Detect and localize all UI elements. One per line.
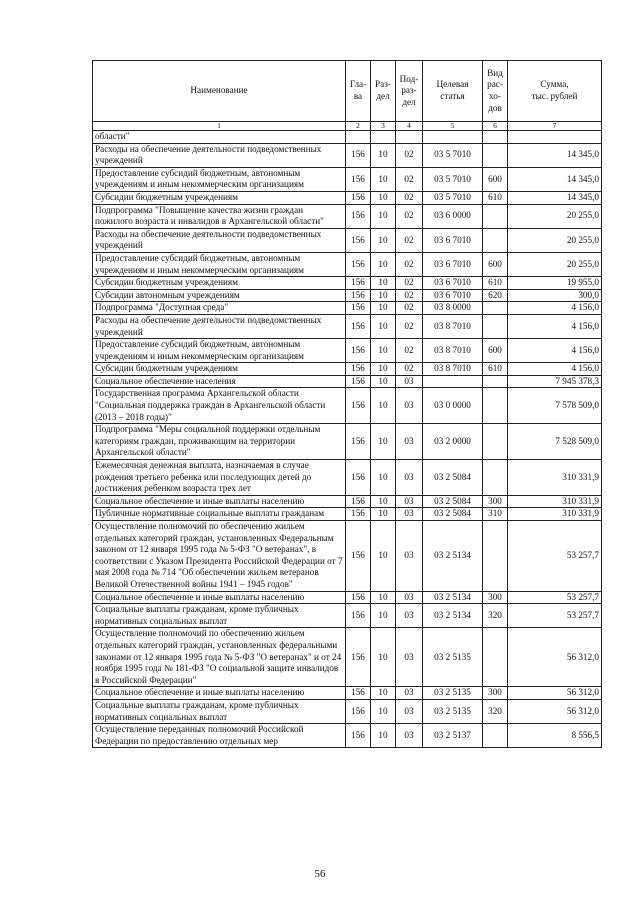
header-target: Целевая статья [423, 61, 483, 122]
row-target: 03 2 5134 [423, 521, 483, 592]
row-target [423, 131, 483, 144]
row-sum: 7 578 509,0 [508, 388, 602, 424]
table-row [93, 724, 602, 748]
row-razdel: 10 [371, 495, 396, 508]
row-razdel: 10 [371, 424, 396, 460]
row-sum: 53 257,7 [508, 521, 602, 592]
column-number: 7 [508, 122, 602, 131]
table-row [93, 252, 602, 276]
row-razdel: 10 [371, 388, 396, 424]
row-razdel: 10 [371, 252, 396, 276]
table-row [93, 424, 602, 460]
row-sum: 4 156,0 [508, 363, 602, 376]
row-razdel: 10 [371, 143, 396, 167]
row-name: Субсидии бюджетным учреждениям [93, 363, 346, 376]
row-vid [483, 628, 508, 687]
row-target: 03 5 7010 [423, 143, 483, 167]
column-number-row [93, 122, 602, 131]
table-row [93, 495, 602, 508]
row-target: 03 2 5084 [423, 460, 483, 496]
row-name: Осуществление полномочий по обеспечению жильем отдельных категорий граждан, установленных федеральными законами от 12 января 1995 года № 5-ФЗ "О ветеранах" и от 24 ноября 1995 года № 181-ФЗ "О социальной защите инвалидов в Российской Федерации" [93, 628, 346, 687]
row-podrazdel: 03 [396, 460, 423, 496]
row-vid: 300 [483, 687, 508, 700]
row-name: Подпрограмма "Меры социальной поддержки отдельным категориям граждан, проживающим на территории Архангельской области" [93, 424, 346, 460]
row-vid [483, 424, 508, 460]
row-sum: 20 255,0 [508, 228, 602, 252]
row-razdel: 10 [371, 699, 396, 723]
row-sum: 300,0 [508, 289, 602, 302]
row-target: 03 8 7010 [423, 314, 483, 338]
row-name: Предоставление субсидий бюджетным, автономным учреждениям и иным некоммерческим организациям [93, 339, 346, 363]
row-sum: 14 345,0 [508, 167, 602, 191]
row-target: 03 2 5084 [423, 495, 483, 508]
header-razdel: Раз- дел [371, 61, 396, 122]
row-vid [483, 314, 508, 338]
row-name: Социальное обеспечение и иные выплаты населению [93, 495, 346, 508]
row-podrazdel: 02 [396, 277, 423, 290]
budget-table [92, 60, 602, 748]
row-razdel: 10 [371, 228, 396, 252]
row-podrazdel: 02 [396, 204, 423, 228]
row-podrazdel: 02 [396, 302, 423, 315]
row-podrazdel: 02 [396, 167, 423, 191]
row-razdel: 10 [371, 604, 396, 628]
table-row [93, 521, 602, 592]
row-sum: 20 255,0 [508, 204, 602, 228]
row-sum: 14 345,0 [508, 191, 602, 204]
row-podrazdel: 02 [396, 252, 423, 276]
row-name: Социальное обеспечение и иные выплаты населению [93, 687, 346, 700]
row-name: Социальное обеспечение и иные выплаты населению [93, 591, 346, 604]
row-target: 03 8 7010 [423, 339, 483, 363]
row-name: Субсидии автономным учреждениям [93, 289, 346, 302]
row-vid [483, 131, 508, 144]
row-target [423, 375, 483, 388]
row-glava: 156 [346, 424, 371, 460]
row-podrazdel: 03 [396, 375, 423, 388]
row-razdel: 10 [371, 339, 396, 363]
row-razdel: 10 [371, 375, 396, 388]
row-sum: 56 312,0 [508, 628, 602, 687]
row-target: 03 2 5137 [423, 724, 483, 748]
row-name: Ежемесячная денежная выплата, назначаемая в случае рождения третьего ребенка или последующих детей до достижения ребенком возраста трех лет [93, 460, 346, 496]
row-glava: 156 [346, 495, 371, 508]
row-vid: 600 [483, 167, 508, 191]
row-glava: 156 [346, 302, 371, 315]
table-row [93, 131, 602, 144]
row-glava: 156 [346, 167, 371, 191]
row-sum: 14 345,0 [508, 143, 602, 167]
row-name: Подпрограмма "Доступная среда" [93, 302, 346, 315]
row-name: Расходы на обеспечение деятельности подведомственных учреждений [93, 143, 346, 167]
column-number: 2 [346, 122, 371, 131]
row-name: Осуществление полномочий по обеспечению жильем отдельных категорий граждан, установленных Федеральным законом от 12 января 1995 года № 5-ФЗ "О ветеранах", в соответствии с Указом Президента Российской Федерации от 7 мая 2008 года № 714 "Об обеспечении жильем ветеранов Великой Отечественной войны 1941 – 1945 годов" [93, 521, 346, 592]
row-vid: 610 [483, 363, 508, 376]
row-podrazdel: 03 [396, 687, 423, 700]
row-target: 03 5 7010 [423, 191, 483, 204]
header-podrazdel: Под- раз- дел [396, 61, 423, 122]
row-sum: 310 331,9 [508, 508, 602, 521]
row-sum: 310 331,9 [508, 460, 602, 496]
row-sum: 8 556,5 [508, 724, 602, 748]
row-razdel: 10 [371, 302, 396, 315]
row-target: 03 2 5135 [423, 628, 483, 687]
row-name: Расходы на обеспечение деятельности подведомственных учреждений [93, 314, 346, 338]
row-glava: 156 [346, 339, 371, 363]
row-podrazdel: 03 [396, 424, 423, 460]
row-vid: 300 [483, 591, 508, 604]
table-header-row [93, 61, 602, 122]
row-sum: 4 156,0 [508, 339, 602, 363]
column-number: 4 [396, 122, 423, 131]
row-razdel: 10 [371, 628, 396, 687]
row-razdel: 10 [371, 687, 396, 700]
row-glava: 156 [346, 228, 371, 252]
row-name: Государственная программа Архангельской области "Социальная поддержка граждан в Архангельской области (2013 – 2018 годы)" [93, 388, 346, 424]
row-vid: 310 [483, 508, 508, 521]
row-podrazdel: 03 [396, 591, 423, 604]
page-number: 56 [314, 868, 326, 880]
table-row [93, 388, 602, 424]
row-name: Социальные выплаты гражданам, кроме публичных нормативных социальных выплат [93, 699, 346, 723]
row-name: Предоставление субсидий бюджетным, автономным учреждениям и иным некоммерческим организациям [93, 167, 346, 191]
row-razdel: 10 [371, 521, 396, 592]
row-vid [483, 724, 508, 748]
row-vid [483, 521, 508, 592]
table-row [93, 363, 602, 376]
row-razdel: 10 [371, 724, 396, 748]
row-target: 03 6 0000 [423, 204, 483, 228]
row-target: 03 2 0000 [423, 424, 483, 460]
header-sum: Сумма, тыс. рублей [508, 61, 602, 122]
row-sum: 53 257,7 [508, 591, 602, 604]
row-podrazdel: 02 [396, 143, 423, 167]
table-row [93, 591, 602, 604]
row-razdel: 10 [371, 277, 396, 290]
row-sum: 56 312,0 [508, 699, 602, 723]
row-sum: 7 528 509,0 [508, 424, 602, 460]
row-podrazdel: 03 [396, 628, 423, 687]
row-glava: 156 [346, 289, 371, 302]
table-row [93, 699, 602, 723]
row-target: 03 6 7010 [423, 277, 483, 290]
row-vid: 320 [483, 699, 508, 723]
row-razdel: 10 [371, 314, 396, 338]
row-vid: 300 [483, 495, 508, 508]
row-glava: 156 [346, 724, 371, 748]
column-number: 5 [423, 122, 483, 131]
row-target: 03 6 7010 [423, 289, 483, 302]
row-sum: 310 331,9 [508, 495, 602, 508]
table-row [93, 204, 602, 228]
table-row [93, 375, 602, 388]
row-razdel: 10 [371, 460, 396, 496]
row-glava: 156 [346, 521, 371, 592]
row-target: 03 6 7010 [423, 252, 483, 276]
row-razdel: 10 [371, 289, 396, 302]
row-vid [483, 375, 508, 388]
table-row [93, 604, 602, 628]
row-target: 03 5 7010 [423, 167, 483, 191]
table-row [93, 277, 602, 290]
row-name: Субсидии бюджетным учреждениям [93, 277, 346, 290]
table-row [93, 228, 602, 252]
row-target: 03 6 7010 [423, 228, 483, 252]
row-sum: 4 156,0 [508, 314, 602, 338]
row-podrazdel: 02 [396, 228, 423, 252]
column-number: 6 [483, 122, 508, 131]
table-body [93, 131, 602, 748]
row-podrazdel: 03 [396, 495, 423, 508]
row-glava: 156 [346, 363, 371, 376]
row-glava: 156 [346, 591, 371, 604]
row-podrazdel: 02 [396, 314, 423, 338]
row-name: области" [93, 131, 346, 144]
row-glava: 156 [346, 204, 371, 228]
row-razdel: 10 [371, 508, 396, 521]
row-name: Подпрограмма "Повышение качества жизни граждан пожилого возраста и инвалидов в Архангельской области" [93, 204, 346, 228]
row-target: 03 2 5134 [423, 591, 483, 604]
row-sum: 7 945 378,3 [508, 375, 602, 388]
row-vid: 620 [483, 289, 508, 302]
row-podrazdel: 03 [396, 388, 423, 424]
row-glava [346, 131, 371, 144]
row-razdel: 10 [371, 167, 396, 191]
row-podrazdel: 03 [396, 508, 423, 521]
row-name: Осуществление переданных полномочий Российской Федерации по предоставлению отдельных мер [93, 724, 346, 748]
row-razdel: 10 [371, 204, 396, 228]
row-name: Субсидии бюджетным учреждениям [93, 191, 346, 204]
row-sum: 4 156,0 [508, 302, 602, 315]
row-glava: 156 [346, 388, 371, 424]
table-row [93, 339, 602, 363]
table-row [93, 460, 602, 496]
row-podrazdel: 02 [396, 363, 423, 376]
row-target: 03 8 0000 [423, 302, 483, 315]
row-podrazdel: 03 [396, 699, 423, 723]
row-podrazdel: 03 [396, 724, 423, 748]
row-glava: 156 [346, 460, 371, 496]
row-glava: 156 [346, 604, 371, 628]
row-target: 03 8 7010 [423, 363, 483, 376]
table-row [93, 628, 602, 687]
row-razdel [371, 131, 396, 144]
row-glava: 156 [346, 277, 371, 290]
column-number: 3 [371, 122, 396, 131]
row-vid: 610 [483, 191, 508, 204]
row-vid [483, 204, 508, 228]
row-glava: 156 [346, 375, 371, 388]
row-podrazdel: 02 [396, 339, 423, 363]
row-glava: 156 [346, 143, 371, 167]
row-target: 03 2 5134 [423, 604, 483, 628]
row-vid [483, 302, 508, 315]
row-sum [508, 131, 602, 144]
row-glava: 156 [346, 252, 371, 276]
table-row [93, 314, 602, 338]
row-razdel: 10 [371, 191, 396, 204]
row-podrazdel: 02 [396, 289, 423, 302]
row-podrazdel [396, 131, 423, 144]
header-name: Наименование [93, 61, 346, 122]
row-podrazdel: 03 [396, 604, 423, 628]
row-vid [483, 228, 508, 252]
row-target: 03 2 5135 [423, 687, 483, 700]
table-row [93, 508, 602, 521]
header-glava: Гла- ва [346, 61, 371, 122]
row-glava: 156 [346, 687, 371, 700]
row-glava: 156 [346, 314, 371, 338]
row-vid [483, 460, 508, 496]
row-sum: 53 257,7 [508, 604, 602, 628]
row-glava: 156 [346, 191, 371, 204]
row-vid [483, 388, 508, 424]
row-podrazdel: 02 [396, 191, 423, 204]
row-vid: 600 [483, 252, 508, 276]
row-target: 03 2 5135 [423, 699, 483, 723]
row-glava: 156 [346, 699, 371, 723]
row-razdel: 10 [371, 363, 396, 376]
row-vid: 600 [483, 339, 508, 363]
row-sum: 20 255,0 [508, 252, 602, 276]
row-name: Социальные выплаты гражданам, кроме публичных нормативных социальных выплат [93, 604, 346, 628]
row-name: Расходы на обеспечение деятельности подведомственных учреждений [93, 228, 346, 252]
header-vid: Вид рас- хо- дов [483, 61, 508, 122]
table-row [93, 167, 602, 191]
table-row [93, 191, 602, 204]
row-vid: 610 [483, 277, 508, 290]
row-vid: 320 [483, 604, 508, 628]
row-name: Социальное обеспечение населения [93, 375, 346, 388]
row-glava: 156 [346, 508, 371, 521]
row-glava: 156 [346, 628, 371, 687]
table-row [93, 687, 602, 700]
column-number: 1 [93, 122, 346, 131]
row-name: Предоставление субсидий бюджетным, автономным учреждениям и иным некоммерческим организациям [93, 252, 346, 276]
row-target: 03 2 5084 [423, 508, 483, 521]
row-vid [483, 143, 508, 167]
row-sum: 19 955,0 [508, 277, 602, 290]
row-target: 03 0 0000 [423, 388, 483, 424]
table-row [93, 143, 602, 167]
table-row [93, 289, 602, 302]
row-sum: 56 312,0 [508, 687, 602, 700]
row-name: Публичные нормативные социальные выплаты гражданам [93, 508, 346, 521]
row-razdel: 10 [371, 591, 396, 604]
row-podrazdel: 03 [396, 521, 423, 592]
table-row [93, 302, 602, 315]
